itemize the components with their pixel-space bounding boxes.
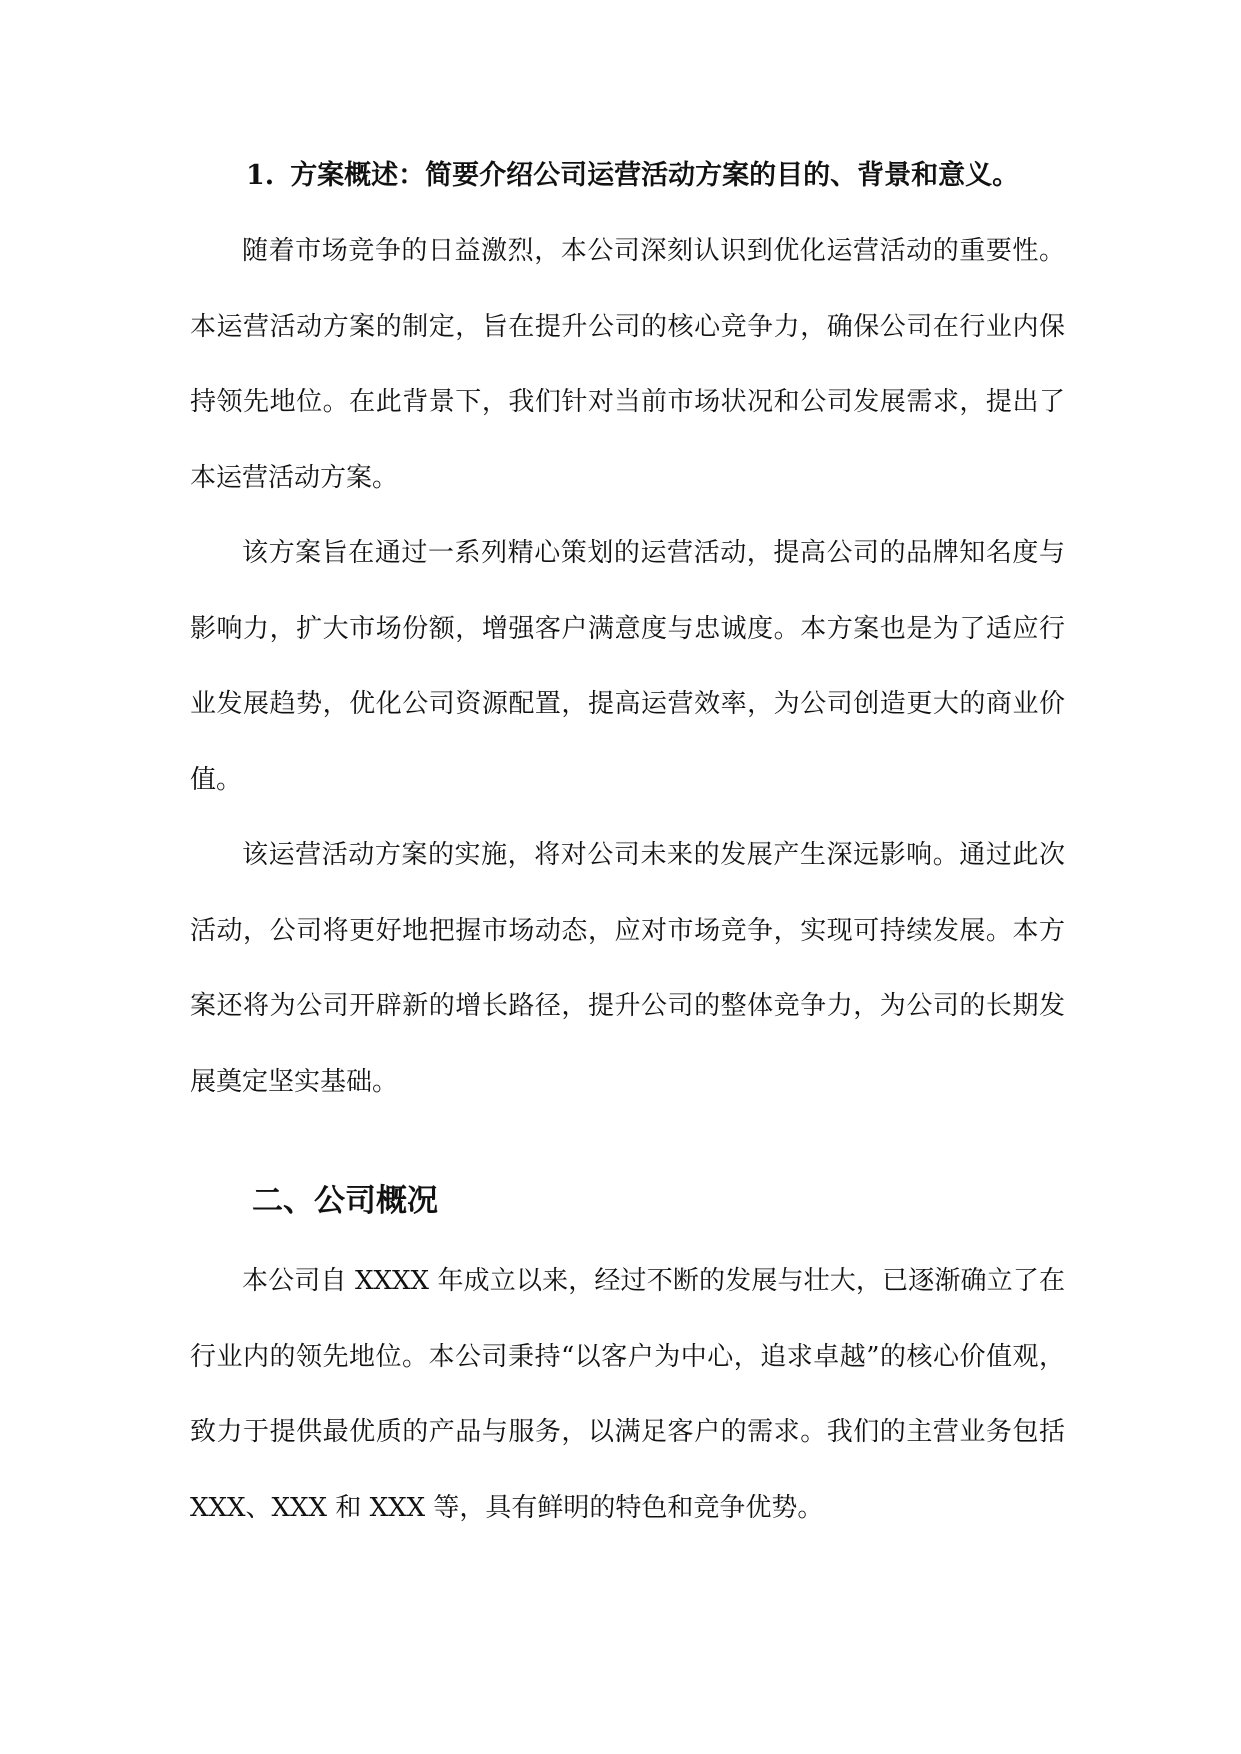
- section-1-paragraph-3: 该运营活动方案的实施，将对公司未来的发展产生深远影响。通过此次活动，公司将更好地把握市场动态，应对市场竞争，实现可持续发展。本方案还将为公司开辟新的增长路径，提升公司的整体竞争力，为公司的长期发展奠定坚实基础。: [190, 840, 1065, 1097]
- section-1-title: 方案概述：简要介绍公司运营活动方案的目的、背景和意义。: [290, 160, 1020, 191]
- document-body: [190, 138, 1065, 1546]
- section-2-heading: 二、公司概况: [252, 1183, 438, 1219]
- section-2-paragraph-1: 本公司自 XXXX 年成立以来，经过不断的发展与壮大，已逐渐确立了在行业内的领先地位。本公司秉持“以客户为中心，追求卓越”的核心价值观，致力于提供最优质的产品与服务，以满足客户的需求。我们的主营业务包括 XXX、XXX 和 XXX 等，具有鲜明的特色和竞争优势。: [190, 1266, 1065, 1523]
- section-1-number: 1.: [246, 160, 275, 191]
- section-1-paragraph-1: 随着市场竞争的日益激烈，本公司深刻认识到优化运营活动的重要性。本运营活动方案的制定，旨在提升公司的核心竞争力，确保公司在行业内保持领先地位。在此背景下，我们针对当前市场状况和公司发展需求，提出了本运营活动方案。: [190, 236, 1065, 493]
- section-1-paragraph-2: 该方案旨在通过一系列精心策划的运营活动，提高公司的品牌知名度与影响力，扩大市场份额，增强客户满意度与忠诚度。本方案也是为了适应行业发展趋势，优化公司资源配置，提高运营效率，为公司创造更大的商业价值。: [190, 538, 1065, 795]
- section-1-heading: [190, 138, 1065, 214]
